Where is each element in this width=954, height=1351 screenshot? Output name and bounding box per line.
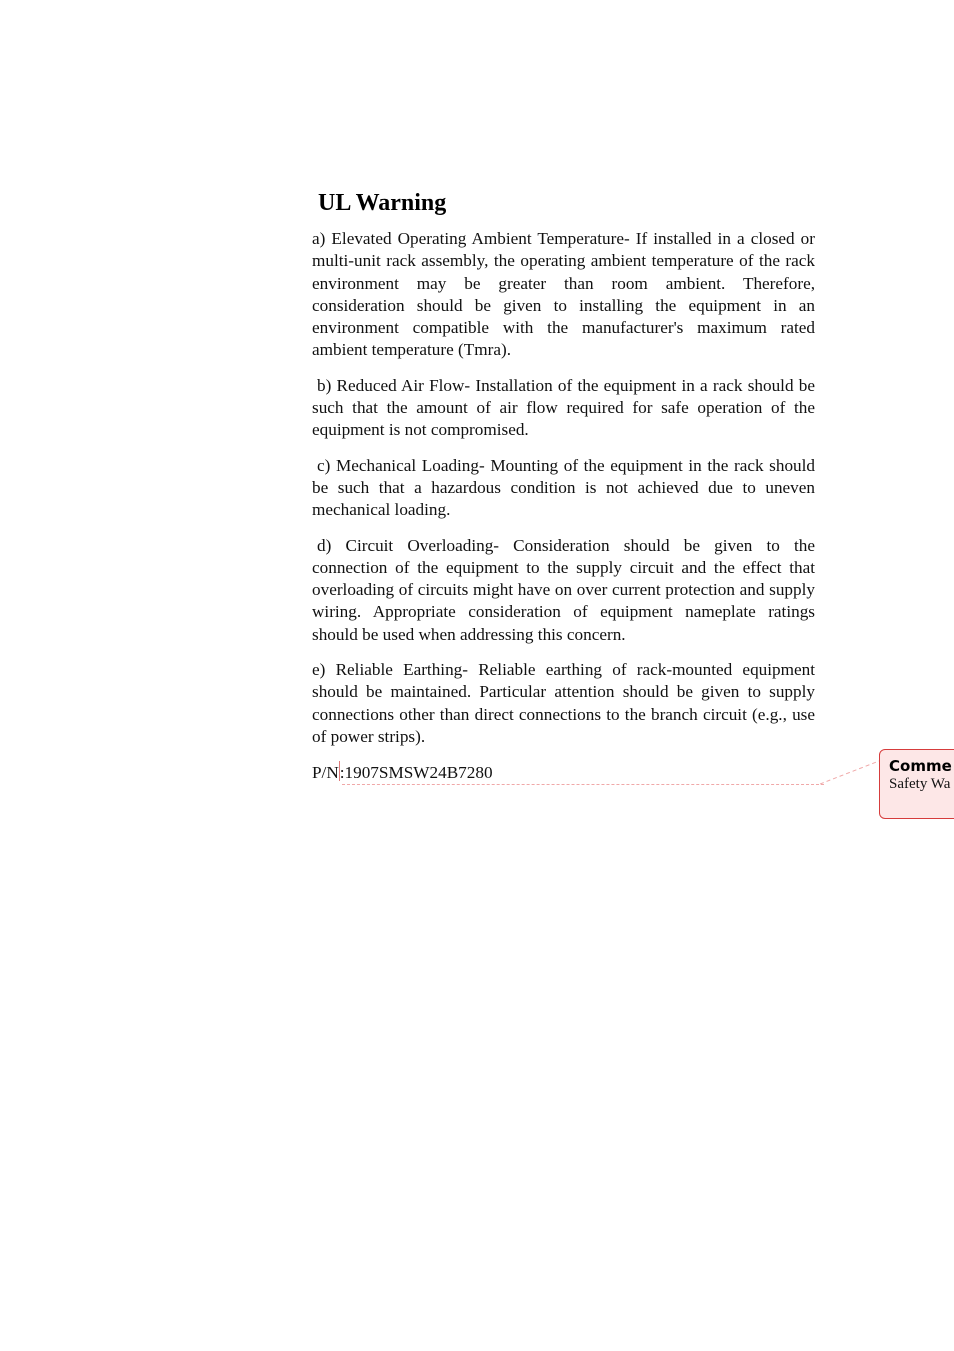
paragraph-elevated-temperature: a) Elevated Operating Ambient Temperature- If installed in a closed or multi-unit rack assembly, the operating ambient temperature of the rack environment may be greater than room ambient. Therefore, consideration should be given to installing the equipment in an environment compatible with the manufacturer's maximum rated ambient temperature (Tmra). [312,229,815,360]
comment-text: Safety Wa [889,776,951,792]
part-number [312,761,815,784]
part-number-label: P/N [312,763,339,783]
comment-leader-line [342,784,824,785]
comment-leader-connector [820,760,880,785]
comment-balloon[interactable] [879,749,954,819]
comment-title: Comme [889,757,952,775]
page-title: UL Warning [318,190,447,216]
part-number-value: :1907SMSW24B7280 [339,763,493,783]
paragraph-circuit-overloading: d) Circuit Overloading- Consideration should be given to the connection of the equipment to the supply circuit and the effect that overloading of circuits might have on over current protection and supply wiring. Appropriate consideration of equipment nameplate ratings should be used when addressing this concern. [312,535,815,644]
paragraph-reduced-air-flow: b) Reduced Air Flow- Installation of the equipment in a rack should be such that the amount of air flow required for safe operation of the equipment is not compromised. [312,375,815,440]
paragraph-mechanical-loading: c) Mechanical Loading- Mounting of the equipment in the rack should be such that a hazardous condition is not achieved due to uneven mechanical loading. [312,455,815,520]
document-body [312,186,815,784]
paragraph-reliable-earthing: e) Reliable Earthing- Reliable earthing of rack-mounted equipment should be maintained. Particular attention should be given to supply connections other than direct connections to the branch circuit (e.g., use of power strips). [312,660,815,746]
